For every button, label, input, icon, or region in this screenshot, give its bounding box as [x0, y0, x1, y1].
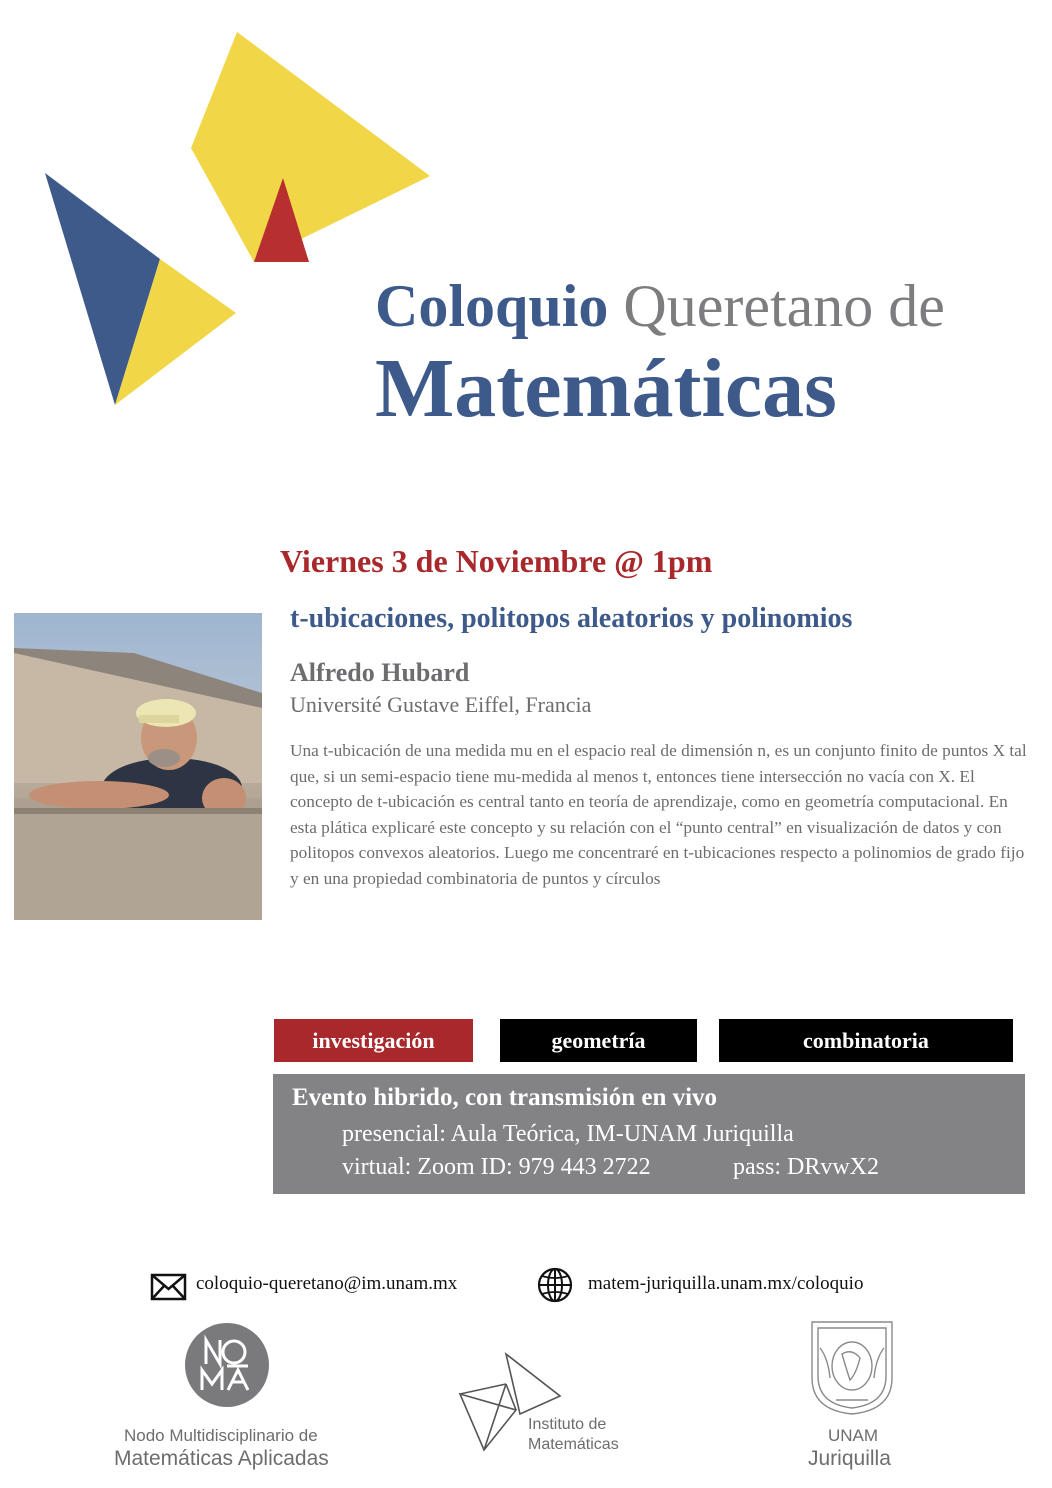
contact-website[interactable]: matem-juriquilla.unam.mx/coloquio — [588, 1273, 864, 1294]
nodo-line2: Matemáticas Aplicadas — [114, 1447, 329, 1470]
event-logistics-box — [273, 1074, 1025, 1194]
event-heading: Evento hibrido, con transmisión en vivo — [292, 1084, 718, 1111]
nodo-line1: Nodo Multidisciplinario de — [124, 1426, 318, 1445]
envelope-icon — [150, 1272, 188, 1302]
unam-line1: UNAM — [828, 1426, 879, 1445]
noma-logo — [184, 1322, 270, 1408]
tag-investigacion: investigación — [274, 1019, 473, 1062]
title-word-coloquio: Coloquio — [375, 273, 609, 339]
contact-email[interactable]: coloquio-queretano@im.unam.mx — [196, 1273, 458, 1294]
logo-yellow-triangle-top — [191, 32, 430, 262]
event-presencial: presencial: Aula Teórica, IM-UNAM Juriquilla — [342, 1121, 794, 1147]
event-date: Viernes 3 de Noviembre @ 1pm — [280, 543, 713, 579]
title-matematicas: Matemáticas — [375, 342, 837, 435]
im-line2: Matemáticas — [528, 1436, 619, 1453]
globe-icon — [536, 1266, 574, 1304]
speaker-name: Alfredo Hubard — [290, 658, 470, 687]
colloquium-title — [375, 272, 945, 341]
speaker-photo — [14, 613, 262, 920]
title-word-queretano: Queretano de — [623, 273, 945, 339]
colloquium-logo — [0, 0, 440, 420]
unam-seal — [806, 1318, 898, 1416]
im-line1: Instituto de — [528, 1416, 607, 1433]
tag-geometria: geometría — [500, 1019, 697, 1062]
unam-line2: Juriquilla — [808, 1447, 891, 1470]
speaker-affiliation: Université Gustave Eiffel, Francia — [290, 692, 592, 717]
talk-title: t-ubicaciones, politopos aleatorios y polinomios — [290, 603, 853, 634]
talk-abstract: Una t-ubicación de una medida mu en el espacio real de dimensión n, es un conjunto finito de puntos X tal que, si un semi-espacio tiene mu-medida al menos t, entonces tiene intersección no vacía con X. El concepto de t-ubicación es central tanto en teoría de aprendizaje, como en geometría computacional. En esta plática explicaré este concepto y su relación con el “punto central” en visualización de datos y con politopos convexos aleatorios. Luego me concentraré en t-ubicaciones respecto a polinomios de grado fijo y en una propiedad combinatoria de puntos y círculos — [290, 741, 1027, 888]
tag-combinatoria: combinatoria — [719, 1019, 1013, 1062]
event-virtual: virtual: Zoom ID: 979 443 2722 — [342, 1154, 651, 1180]
event-pass: pass: DRvwX2 — [733, 1154, 880, 1180]
